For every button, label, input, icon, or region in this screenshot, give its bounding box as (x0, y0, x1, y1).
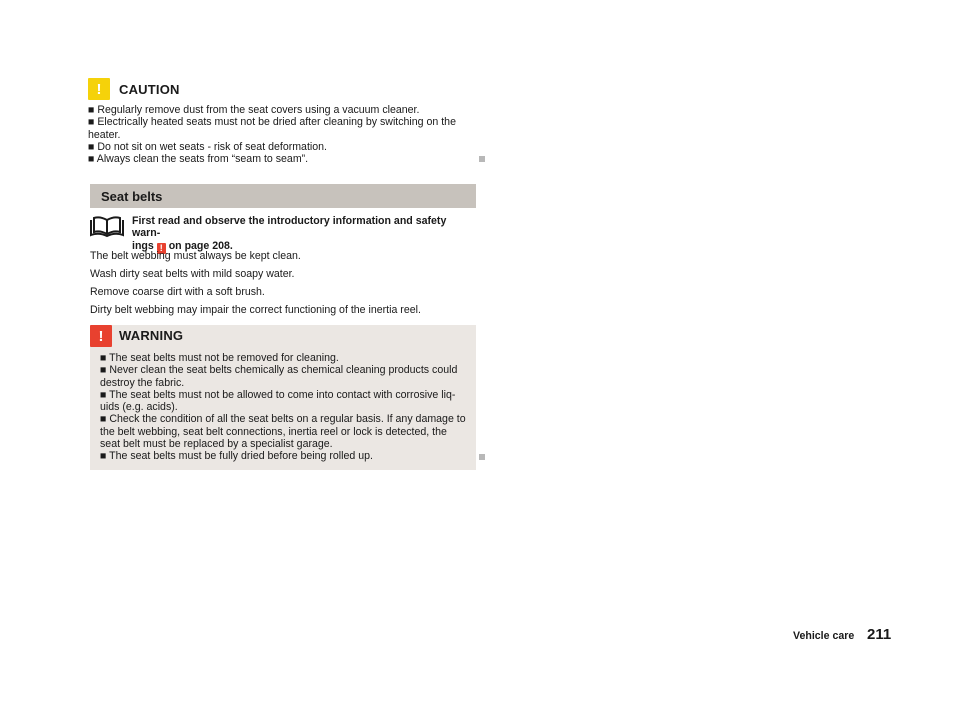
read-first-text: ings (132, 239, 154, 252)
warning-line: ■ The seat belts must be fully dried before being rolled up. (100, 450, 373, 463)
warning-line: seat belt must be replaced by a specialist garage. (100, 438, 333, 451)
page-number: 211 (867, 626, 892, 643)
open-book-icon (89, 215, 125, 239)
warning-line: uids (e.g. acids). (100, 401, 178, 414)
caution-line: ■ Regularly remove dust from the seat covers using a vacuum cleaner. (88, 104, 420, 116)
warning-exclamation-icon: ! (157, 243, 166, 254)
paragraph: Wash dirty seat belts with mild soapy water. (90, 268, 295, 280)
section-end-icon (479, 156, 485, 162)
read-first-line: First read and observe the introductory information and safety warn- (132, 215, 447, 240)
warning-line: the belt webbing, seat belt connections, inertia reel or lock is detected, the (100, 425, 447, 438)
warning-box (90, 325, 476, 470)
section-heading (90, 184, 476, 208)
warning-line: destroy the fabric. (100, 376, 185, 389)
caution-line: ■ Do not sit on wet seats - risk of seat deformation. (88, 140, 327, 153)
section-end-icon (479, 454, 485, 460)
caution-line: ■ Always clean the seats from “seam to seam”. (88, 153, 309, 166)
warning-body (100, 352, 470, 463)
warning-title: WARNING (119, 328, 184, 343)
warning-line: ■ The seat belts must not be allowed to come into contact with corrosive liq- (100, 388, 456, 401)
section-heading-title: Seat belts (101, 188, 163, 204)
caution-line: ■ Electrically heated seats must not be dried after cleaning by switching on the (88, 116, 456, 129)
warning-exclamation-icon: ! (90, 325, 112, 347)
warning-line: ■ The seat belts must not be removed for cleaning. (100, 352, 339, 364)
caution-line: heater. (88, 128, 121, 141)
warning-line: ■ Never clean the seat belts chemically as chemical cleaning products could (100, 364, 458, 377)
paragraph: Dirty belt webbing may impair the correct functioning of the inertia reel. (90, 304, 421, 316)
page-reference-link[interactable]: on page 208. (168, 239, 233, 252)
warning-line: ■ Check the condition of all the seat belts on a regular basis. If any damage to (100, 413, 466, 426)
read-first-note (132, 215, 472, 254)
caution-box (88, 78, 476, 165)
caution-body (88, 104, 476, 165)
footer-chapter-label: Vehicle care (793, 630, 855, 642)
paragraph: The belt webbing must always be kept clean. (90, 250, 301, 262)
caution-header (88, 78, 476, 100)
caution-exclamation-icon: ! (88, 78, 110, 100)
caution-title: CAUTION (119, 81, 180, 97)
paragraph: Remove coarse dirt with a soft brush. (90, 286, 265, 298)
